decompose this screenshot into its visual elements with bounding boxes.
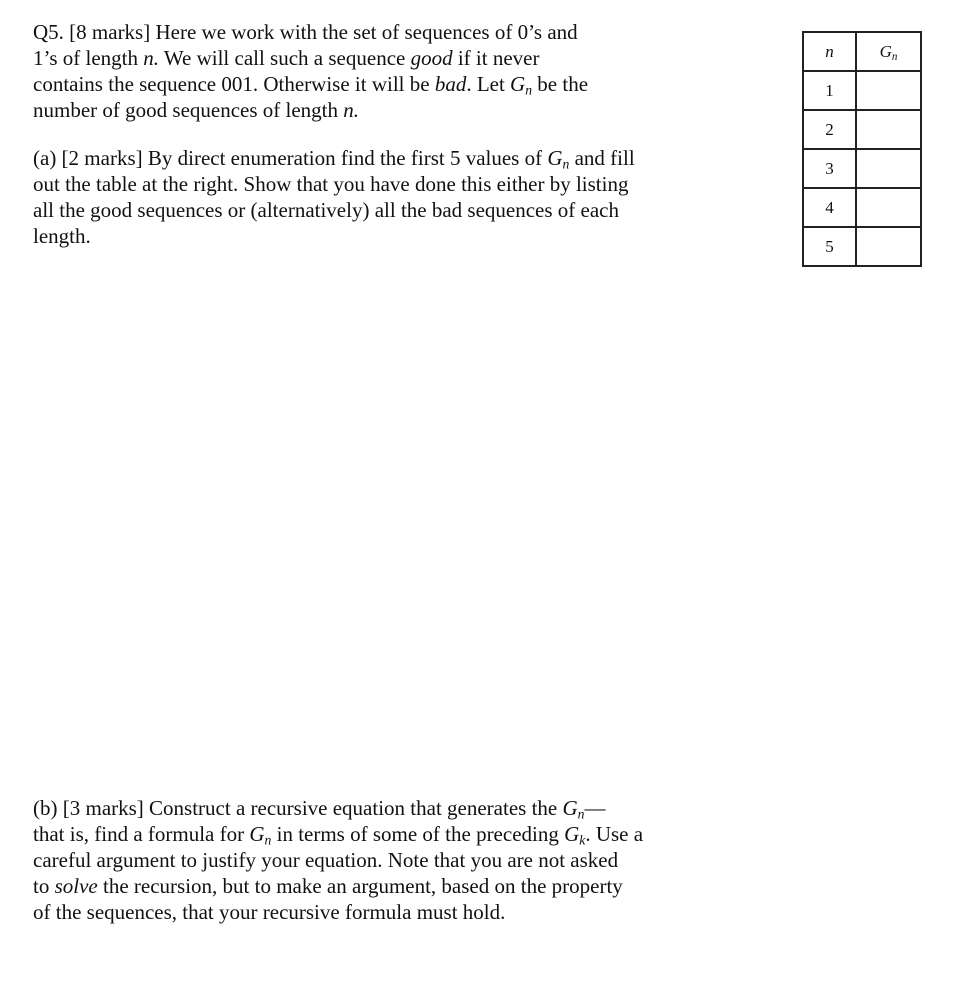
answer-table [802,31,922,267]
part-a-line-3: all the good sequences or (alternatively) all the bad sequences of each [33,198,620,222]
part-a-text [33,145,723,249]
part-b-line-4: to solve the recursion, but to make an argument, based on the property [33,874,623,898]
table-row [803,71,921,110]
part-b-line-5: of the sequences, that your recursive formula must hold. [33,900,506,924]
question-intro [33,19,653,123]
cell-n-5: 5 [803,227,856,266]
header-g-subscript: n [891,50,898,63]
table-row [803,110,921,149]
cell-g-5[interactable] [856,227,921,266]
cell-n-3: 3 [803,149,856,188]
part-b-line-3: careful argument to justify your equation. Note that you are not asked [33,848,619,872]
part-a-line-4: length. [33,224,91,248]
table-row [803,188,921,227]
cell-n-1: 1 [803,71,856,110]
intro-line-2: 1’s of length n. We will call such a sequence good if it never [33,46,540,70]
intro-line-1: Q5. [8 marks] Here we work with the set of sequences of 0’s and [33,20,578,44]
table-row [803,227,921,266]
table-header-row [803,32,921,71]
cell-g-4[interactable] [856,188,921,227]
cell-g-1[interactable] [856,71,921,110]
cell-g-3[interactable] [856,149,921,188]
cell-n-2: 2 [803,110,856,149]
table-row [803,149,921,188]
header-g-letter: G [879,41,892,61]
header-g [856,32,921,71]
part-a-line-2: out the table at the right. Show that you have done this either by listing [33,172,629,196]
part-b-text [33,795,733,925]
cell-n-4: 4 [803,188,856,227]
header-n: n [803,32,856,71]
part-a-line-1: (a) [2 marks] By direct enumeration find the first 5 values of $G_n$ and fill [33,146,635,172]
intro-line-4: number of good sequences of length n. [33,98,360,122]
intro-line-3: contains the sequence 001. Otherwise it will be bad. Let $G_n$ be the [33,72,589,98]
cell-g-2[interactable] [856,110,921,149]
part-b-line-2: that is, find a formula for $G_n$ in terms of some of the preceding $G_k$. Use a [33,822,644,848]
part-b-line-1: (b) [3 marks] Construct a recursive equation that generates the $G_n--$ [33,796,606,822]
